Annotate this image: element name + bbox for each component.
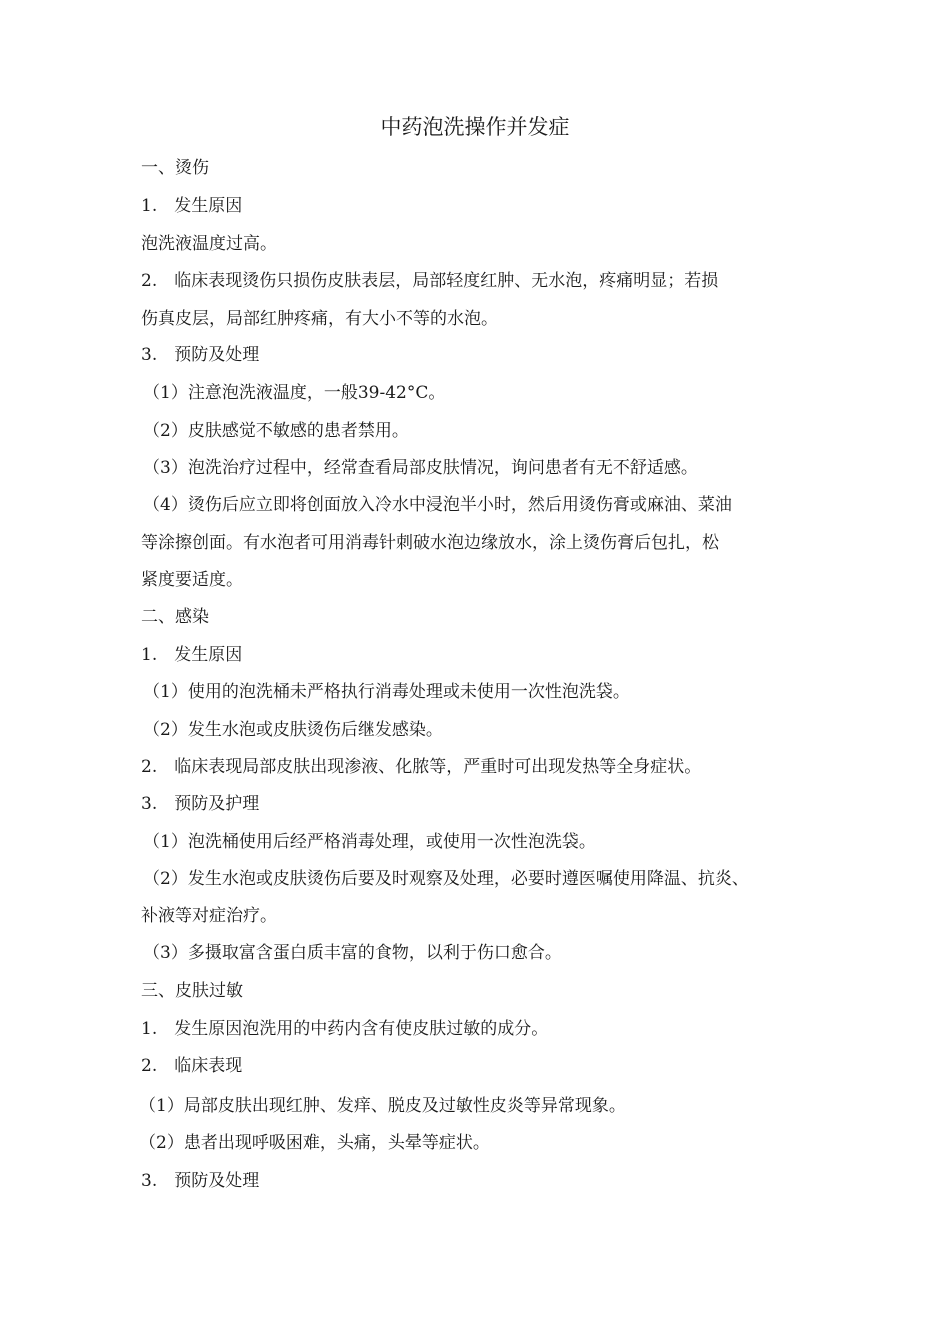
list-item: （2）皮肤感觉不敏感的患者禁用。 [143, 421, 409, 441]
document-title: 中药泡洗操作并发症 [380, 115, 570, 139]
paragraph-line: 伤真皮层，局部红肿疼痛，有大小不等的水泡。 [141, 309, 498, 329]
list-item: （2）患者出现呼吸困难，头痛，头晕等症状。 [139, 1133, 490, 1153]
subsection-heading: 3. 预防及护理 [141, 794, 260, 814]
paragraph-line: 紧度要适度。 [141, 570, 243, 590]
list-item: （3）多摄取富含蛋白质丰富的食物，以利于伤口愈合。 [143, 943, 562, 963]
list-item: （1）泡洗桶使用后经严格消毒处理，或使用一次性泡洗袋。 [143, 832, 596, 852]
list-item: （2）发生水泡或皮肤烫伤后要及时观察及处理，必要时遵医嘱使用降温、抗炎、 [143, 869, 749, 889]
section-heading: 一、烫伤 [141, 158, 209, 178]
subsection-heading: 1. 发生原因 [141, 196, 243, 216]
list-item: （3）泡洗治疗过程中，经常查看局部皮肤情况，询问患者有无不舒适感。 [143, 458, 698, 478]
list-item: （4）烫伤后应立即将创面放入冷水中浸泡半小时，然后用烫伤膏或麻油、菜油 [143, 495, 732, 515]
list-item: （1）注意泡洗液温度，一般39-42°C。 [143, 383, 446, 403]
subsection-heading: 3. 预防及处理 [141, 1171, 260, 1191]
paragraph-line: 1. 发生原因泡洗用的中药内含有使皮肤过敏的成分。 [141, 1019, 549, 1039]
section-heading: 三、皮肤过敏 [141, 981, 243, 1001]
subsection-heading: 3. 预防及处理 [141, 345, 260, 365]
list-item: （2）发生水泡或皮肤烫伤后继发感染。 [143, 720, 443, 740]
paragraph-line: 补液等对症治疗。 [141, 906, 277, 926]
list-item: （1）使用的泡洗桶未严格执行消毒处理或未使用一次性泡洗袋。 [143, 682, 630, 702]
paragraph-line: 等涂擦创面。有水泡者可用消毒针刺破水泡边缘放水，涂上烫伤膏后包扎，松 [141, 533, 719, 553]
paragraph-line: 2. 临床表现局部皮肤出现渗液、化脓等，严重时可出现发热等全身症状。 [141, 757, 702, 777]
subsection-heading: 2. 临床表现 [141, 1056, 243, 1076]
paragraph-line: 2. 临床表现烫伤只损伤皮肤表层，局部轻度红肿、无水泡，疼痛明显；若损 [141, 271, 719, 291]
paragraph-line: 泡洗液温度过高。 [141, 234, 277, 254]
list-item: （1）局部皮肤出现红肿、发痒、脱皮及过敏性皮炎等异常现象。 [139, 1096, 626, 1116]
section-heading: 二、感染 [141, 607, 209, 627]
subsection-heading: 1. 发生原因 [141, 645, 243, 665]
